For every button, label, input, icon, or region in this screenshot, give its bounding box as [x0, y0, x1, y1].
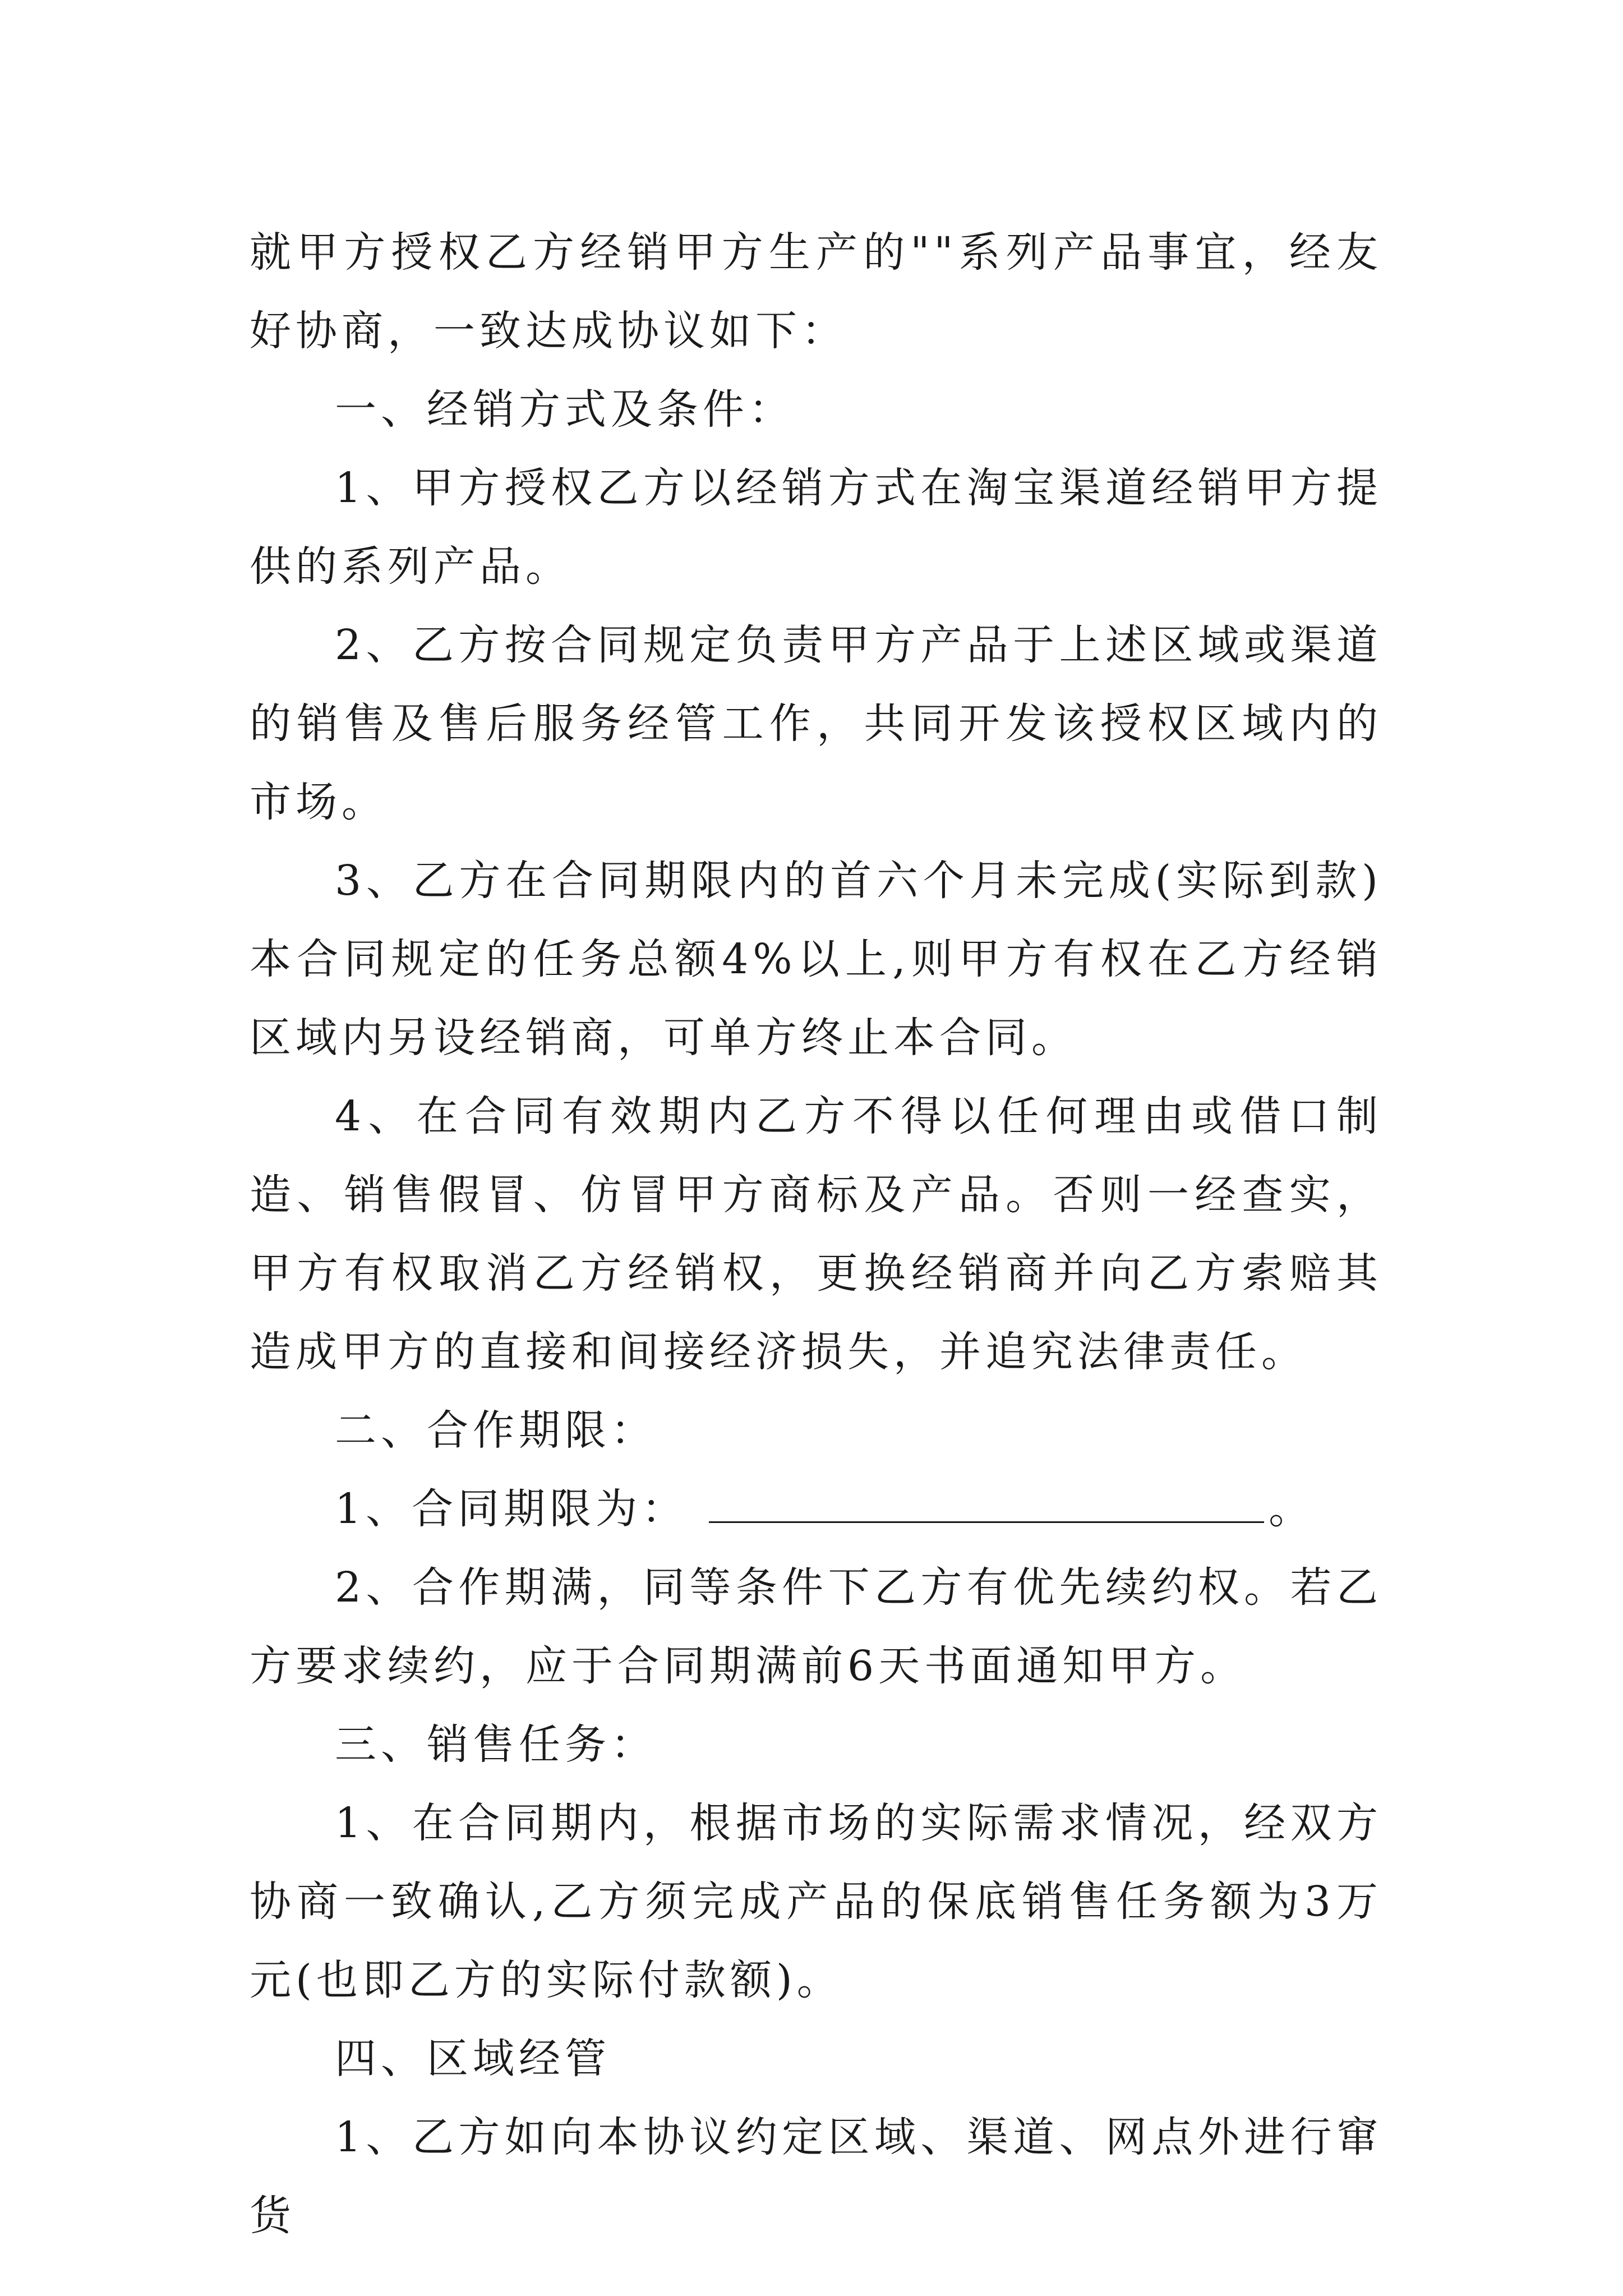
clause-1-4: 4、在合同有效期内乙方不得以任何理由或借口制造、销售假冒、仿冒甲方商标及产品。否则一经查实，甲方有权取消乙方经销权，更换经销商并向乙方索赔其造成甲方的直接和间接经济损失，并追究法律责任。: [250, 1092, 1382, 1376]
clause-2-1-suffix: 。: [1269, 1485, 1315, 1533]
clause-2-2: 2、合作期满，同等条件下乙方有优先续约权。若乙方要求续约，应于合同期满前6天书面通知甲方。: [250, 1563, 1382, 1690]
contract-term-blank[interactable]: [709, 1482, 1264, 1523]
clause-3-1: 1、在合同期内，根据市场的实际需求情况，经双方协商一致确认,乙方须完成产品的保底销售任务额为3万元(也即乙方的实际付款额)。: [250, 1799, 1382, 2004]
clause-1-1: 1、甲方授权乙方以经销方式在淘宝渠道经销甲方提供的系列产品。: [250, 464, 1382, 591]
section-heading-1: 一、经销方式及条件：: [335, 385, 795, 434]
intro-paragraph: 就甲方授权乙方经销甲方生产的""系列产品事宜，经友好协商，一致达成协议如下：: [250, 228, 1382, 355]
clause-1-3: 3、乙方在合同期限内的首六个月未完成(实际到款)本合同规定的任务总额4%以上,则甲方有权在乙方经销区域内另设经销商，可单方终止本合同。: [250, 857, 1382, 1062]
section-heading-4: 四、区域经管: [335, 2035, 611, 2083]
section-heading-2: 二、合作期限：: [335, 1406, 657, 1455]
clause-1-2: 2、乙方按合同规定负责甲方产品于上述区域或渠道的销售及售后服务经管工作，共同开发该授权区域内的市场。: [250, 621, 1382, 826]
clause-2-1-label: 1、合同期限为：: [335, 1485, 688, 1533]
section-heading-3: 三、销售任务：: [335, 1720, 657, 1769]
clause-4-1: 1、乙方如向本协议约定区域、渠道、网点外进行窜货: [250, 2113, 1382, 2240]
document-body: [250, 213, 1382, 2255]
clause-2-1: [250, 1470, 1382, 1548]
